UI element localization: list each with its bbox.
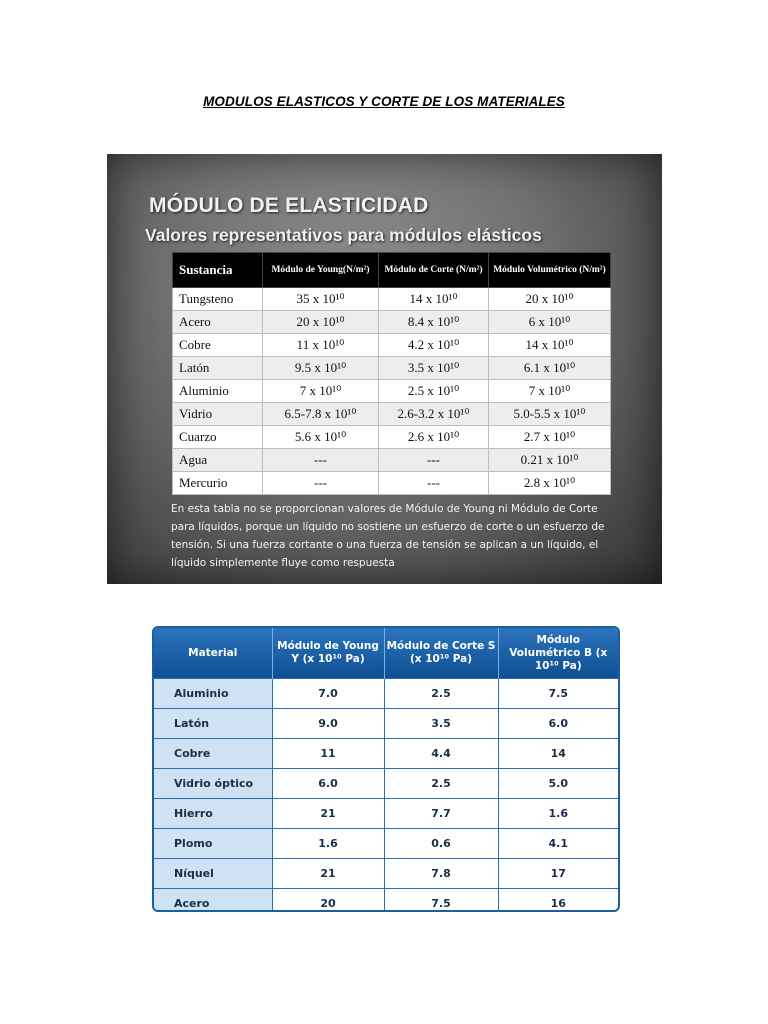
value-cell: 4.2 x 10¹⁰ — [379, 334, 489, 357]
material-name-cell: Latón — [154, 709, 272, 739]
table-row — [154, 799, 618, 829]
value-cell: 2.6 x 10¹⁰ — [379, 426, 489, 449]
material-name-cell: Cobre — [173, 334, 263, 357]
value-cell: 0.6 — [384, 829, 498, 859]
material-name-cell: Latón — [173, 357, 263, 380]
material-name-cell: Mercurio — [173, 472, 263, 495]
value-cell: 9.0 — [272, 709, 384, 739]
value-cell: 9.5 x 10¹⁰ — [263, 357, 379, 380]
table-row — [173, 288, 611, 311]
table-row — [154, 859, 618, 889]
table-row — [154, 709, 618, 739]
table-row — [173, 449, 611, 472]
value-cell: 2.7 x 10¹⁰ — [489, 426, 611, 449]
value-cell: 7.5 — [384, 889, 498, 913]
value-cell: 14 x 10¹⁰ — [489, 334, 611, 357]
slide-subtitle: Valores representativos para módulos elásticos — [145, 225, 542, 245]
value-cell: 11 x 10¹⁰ — [263, 334, 379, 357]
table-row — [154, 769, 618, 799]
value-cell: --- — [263, 472, 379, 495]
value-cell: 14 — [498, 739, 618, 769]
material-name-cell: Cobre — [154, 739, 272, 769]
column-header: Módulo de Corte (N/m²) — [379, 253, 489, 288]
value-cell: 5.6 x 10¹⁰ — [263, 426, 379, 449]
material-name-cell: Plomo — [154, 829, 272, 859]
material-name-cell: Níquel — [154, 859, 272, 889]
table-header-row — [173, 253, 611, 288]
value-cell: 4.1 — [498, 829, 618, 859]
value-cell: --- — [379, 472, 489, 495]
value-cell: 17 — [498, 859, 618, 889]
value-cell: 6.0 — [272, 769, 384, 799]
table-row — [173, 426, 611, 449]
elastic-moduli-table — [172, 252, 611, 495]
value-cell: 7.0 — [272, 679, 384, 709]
value-cell: 2.5 — [384, 769, 498, 799]
value-cell: 20 x 10¹⁰ — [489, 288, 611, 311]
table-row — [173, 403, 611, 426]
material-name-cell: Agua — [173, 449, 263, 472]
document-title: MODULOS ELASTICOS Y CORTE DE LOS MATERIALES — [203, 94, 565, 109]
table-row — [173, 380, 611, 403]
column-header: Módulo de Corte S (x 10¹⁰ Pa) — [384, 628, 498, 679]
value-cell: 2.6-3.2 x 10¹⁰ — [379, 403, 489, 426]
value-cell: 6 x 10¹⁰ — [489, 311, 611, 334]
value-cell: 5.0 — [498, 769, 618, 799]
table-row — [154, 739, 618, 769]
value-cell: 6.5-7.8 x 10¹⁰ — [263, 403, 379, 426]
value-cell: 2.5 — [384, 679, 498, 709]
value-cell: 5.0-5.5 x 10¹⁰ — [489, 403, 611, 426]
value-cell: 1.6 — [272, 829, 384, 859]
table-row — [173, 472, 611, 495]
column-header: Módulo Volumétrico B (x 10¹⁰ Pa) — [498, 628, 618, 679]
value-cell: 0.21 x 10¹⁰ — [489, 449, 611, 472]
material-name-cell: Vidrio óptico — [154, 769, 272, 799]
value-cell: 3.5 x 10¹⁰ — [379, 357, 489, 380]
value-cell: 21 — [272, 859, 384, 889]
table-row — [173, 311, 611, 334]
value-cell: 7 x 10¹⁰ — [263, 380, 379, 403]
material-name-cell: Acero — [154, 889, 272, 913]
column-header: Sustancia — [173, 253, 263, 288]
table2-header-row — [154, 628, 618, 679]
value-cell: 21 — [272, 799, 384, 829]
table-row — [173, 334, 611, 357]
table-row — [154, 889, 618, 913]
value-cell: 35 x 10¹⁰ — [263, 288, 379, 311]
value-cell: 11 — [272, 739, 384, 769]
value-cell: 4.4 — [384, 739, 498, 769]
table-row — [173, 357, 611, 380]
material-name-cell: Aluminio — [154, 679, 272, 709]
value-cell: 2.8 x 10¹⁰ — [489, 472, 611, 495]
table-body — [173, 288, 611, 495]
column-header: Módulo de Young Y (x 10¹⁰ Pa) — [272, 628, 384, 679]
elasticity-slide-image — [107, 154, 662, 584]
value-cell: 6.1 x 10¹⁰ — [489, 357, 611, 380]
value-cell: 7.5 — [498, 679, 618, 709]
value-cell: 20 — [272, 889, 384, 913]
slide-title: MÓDULO DE ELASTICIDAD — [149, 194, 429, 217]
value-cell: 14 x 10¹⁰ — [379, 288, 489, 311]
value-cell: 7 x 10¹⁰ — [489, 380, 611, 403]
value-cell: 6.0 — [498, 709, 618, 739]
material-name-cell: Acero — [173, 311, 263, 334]
table-row — [154, 829, 618, 859]
column-header: Módulo de Young(N/m²) — [263, 253, 379, 288]
table2-body — [154, 679, 618, 913]
value-cell: 20 x 10¹⁰ — [263, 311, 379, 334]
value-cell: 1.6 — [498, 799, 618, 829]
column-header: Material — [154, 628, 272, 679]
material-name-cell: Cuarzo — [173, 426, 263, 449]
value-cell: 8.4 x 10¹⁰ — [379, 311, 489, 334]
material-name-cell: Vidrio — [173, 403, 263, 426]
material-name-cell: Tungsteno — [173, 288, 263, 311]
value-cell: 2.5 x 10¹⁰ — [379, 380, 489, 403]
value-cell: --- — [263, 449, 379, 472]
value-cell: 16 — [498, 889, 618, 913]
value-cell: --- — [379, 449, 489, 472]
column-header: Módulo Volumétrico (N/m²) — [489, 253, 611, 288]
material-name-cell: Hierro — [154, 799, 272, 829]
material-name-cell: Aluminio — [173, 380, 263, 403]
materials-moduli-table-image — [152, 626, 620, 912]
liquids-note: En esta tabla no se proporcionan valores de Módulo de Young ni Módulo de Corte para líquidos, porque un líquido no sostiene un esfuerzo de corte o un esfuerzo de tensión. Si una fuerza cortante o una fuerza de tensión se aplican a un líquido, el líquido simplemente fluye como respuesta — [171, 503, 605, 569]
value-cell: 3.5 — [384, 709, 498, 739]
value-cell: 7.8 — [384, 859, 498, 889]
value-cell: 7.7 — [384, 799, 498, 829]
materials-moduli-table — [154, 628, 618, 912]
table-row — [154, 679, 618, 709]
